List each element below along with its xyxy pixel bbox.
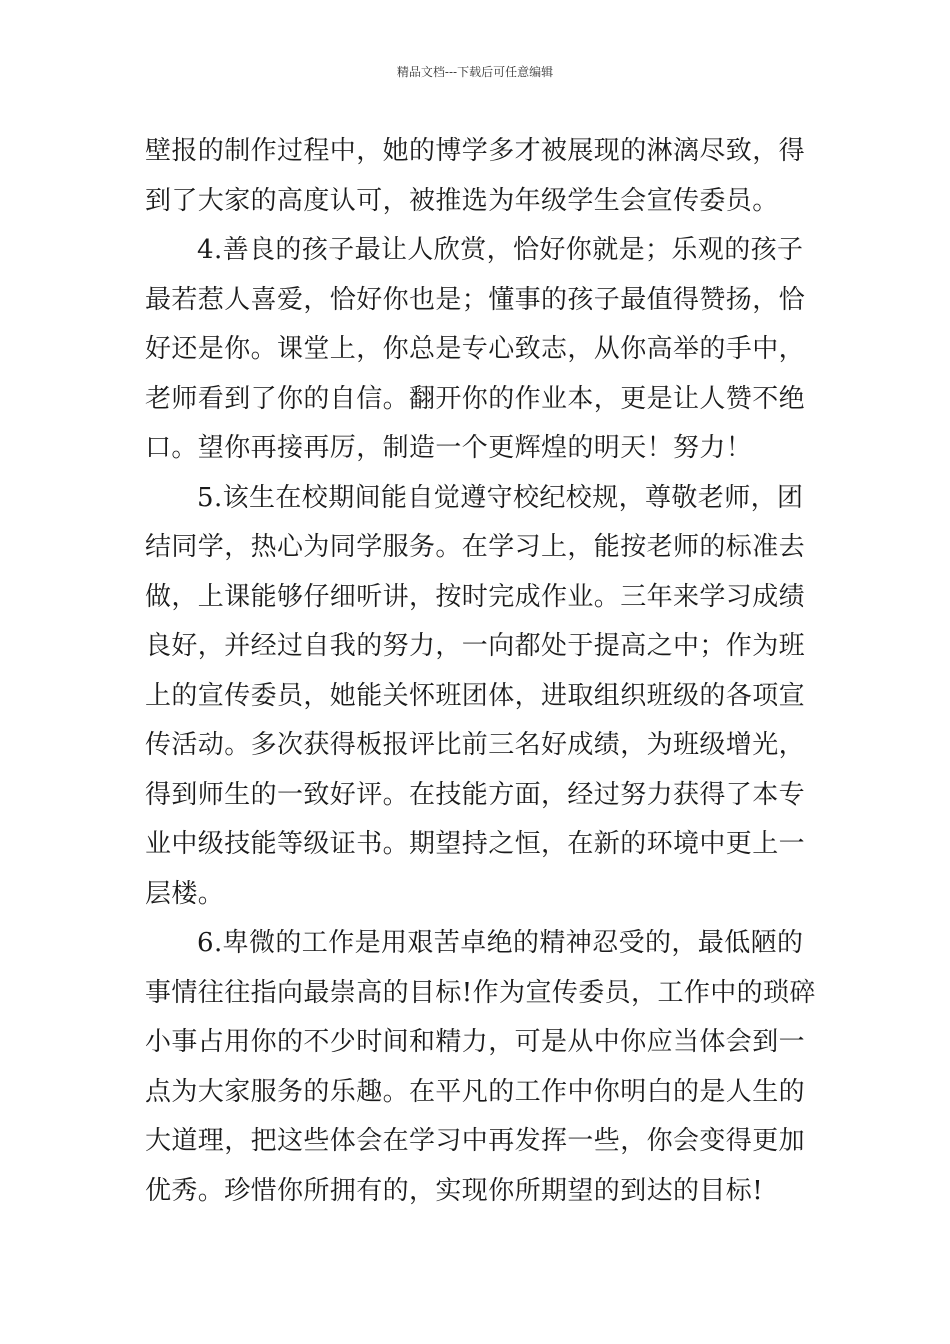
text-line: 小事占用你的不少时间和精力，可是从中你应当体会到一	[145, 1027, 806, 1057]
text-line: 良好，并经过自我的努力，一向都处于提高之中；作为班	[145, 631, 806, 661]
text-line: 优秀。珍惜你所拥有的，实现你所期望的到达的目标!	[145, 1175, 764, 1206]
text-line: 结同学，热心为同学服务。在学习上，能按老师的标准去	[145, 532, 806, 562]
text-line: 到了大家的高度认可，被推选为年级学生会宣传委员。	[145, 185, 779, 216]
text-line: 层楼。	[145, 878, 225, 909]
text-line: 大道理，把这些体会在学习中再发挥一些，你会变得更加	[145, 1126, 806, 1156]
document-body	[145, 127, 816, 1216]
text-line: 最若惹人喜爱，恰好你也是；懂事的孩子最值得赞扬，恰	[145, 284, 806, 315]
text-line: 点为大家服务的乐趣。在平凡的工作中你明白的是人生的	[145, 1076, 806, 1107]
text-line: 业中级技能等级证书。期望持之恒，在新的环境中更上一	[145, 829, 806, 859]
text-line: 做，上课能够仔细听讲，按时完成作业。三年来学习成绩	[145, 581, 806, 612]
text-line: 上的宣传委员，她能关怀班团体，进取组织班级的各项宣	[145, 680, 806, 711]
paragraph-start-4: 4.善良的孩子最让人欣赏，恰好你就是；乐观的孩子	[197, 235, 804, 265]
text-line: 好还是你。课堂上，你总是专心致志，从你高举的手中，	[145, 334, 806, 364]
text-line: 壁报的制作过程中，她的博学多才被展现的淋漓尽致，得	[145, 136, 806, 166]
text-line: 口。望你再接再厉，制造一个更辉煌的明天！努力！	[145, 433, 753, 463]
text-line: 事情往往指向最崇高的目标!作为宣传委员，工作中的琐碎	[145, 977, 816, 1008]
page-header: 精品文档---下载后可任意编辑	[396, 65, 554, 79]
text-line: 得到师生的一致好评。在技能方面，经过努力获得了本专	[145, 779, 806, 810]
paragraph-start-5: 5.该生在校期间能自觉遵守校纪校规，尊敬老师，团	[197, 482, 804, 513]
paragraph-start-6: 6.卑微的工作是用艰苦卓绝的精神忍受的，最低陋的	[197, 928, 804, 958]
text-line: 老师看到了你的自信。翻开你的作业本，更是让人赞不绝	[145, 383, 806, 414]
text-line: 传活动。多次获得板报评比前三名好成绩，为班级增光，	[145, 730, 806, 760]
